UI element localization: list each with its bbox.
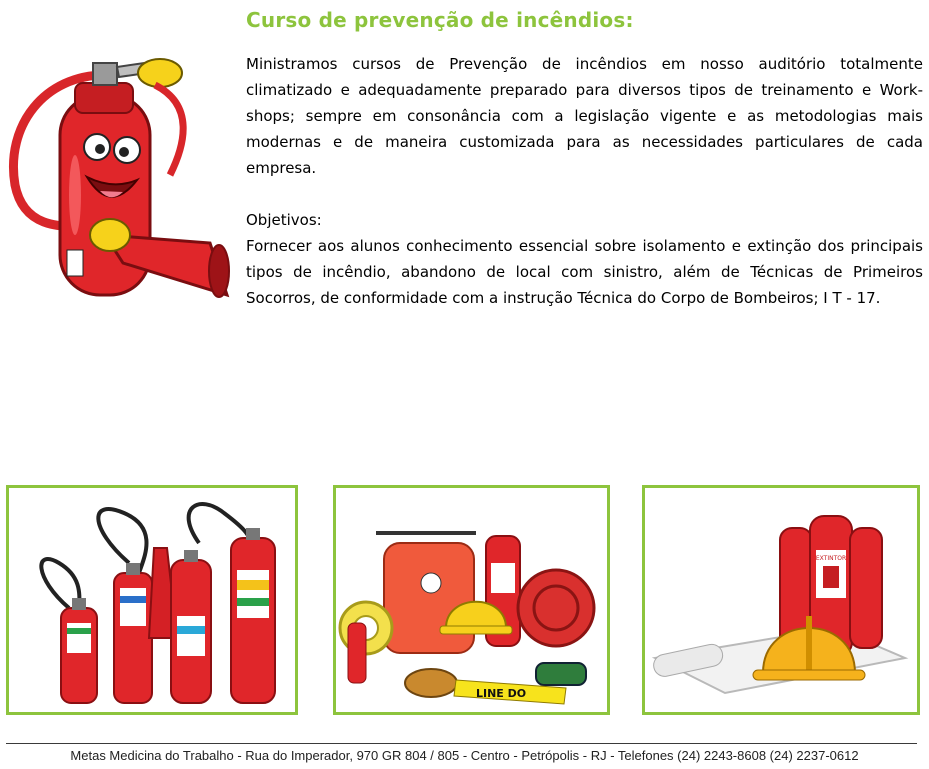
extinguisher-label-text: EXTINTOR xyxy=(815,555,847,562)
page-title: Curso de prevenção de incêndios: xyxy=(246,8,634,32)
course-description xyxy=(246,51,923,311)
photo-extinguishers-group xyxy=(6,485,298,715)
footer-contact: Metas Medicina do Trabalho - Rua do Imperador, 970 GR 804 / 805 - Centro - Petrópolis - RJ - Telefones (24) 2243-8608 (24) 2237-0612 xyxy=(70,748,859,763)
extinguishers-helmet-blueprints-icon xyxy=(645,488,917,712)
objectives-heading: Objetivos: xyxy=(246,211,322,229)
photo-firefighting-equipment xyxy=(333,485,610,715)
fire-extinguisher-mascot-icon xyxy=(5,55,233,305)
firefighting-equipment-icon xyxy=(336,488,607,712)
photo-extinguishers-helmet-blueprints xyxy=(642,485,920,715)
fire-extinguisher-mascot-image xyxy=(5,55,233,305)
caution-tape-text: LINE DO xyxy=(476,687,527,700)
objectives-paragraph: Fornecer aos alunos conhecimento essencial sobre isolamento e extinção dos principais tipos de incêndio, abandono de local com sinistro, além de Técnicas de Primeiros Socorros, de conformidade com a instrução Técnica do Corpo de Bombeiros; I T - 17. xyxy=(246,237,923,307)
footer-divider xyxy=(6,743,917,744)
intro-paragraph: Ministramos cursos de Prevenção de incêndios em nosso auditório totalmente climatizado e adequadamente preparado para diversos tipos de treinamento e Work-shops; sempre em consonância com a legislação vigente e as metodologias mais modernas e de maneira customizada para as necessidades particulares de cada empresa. xyxy=(246,55,923,177)
extinguishers-group-icon xyxy=(9,488,295,712)
